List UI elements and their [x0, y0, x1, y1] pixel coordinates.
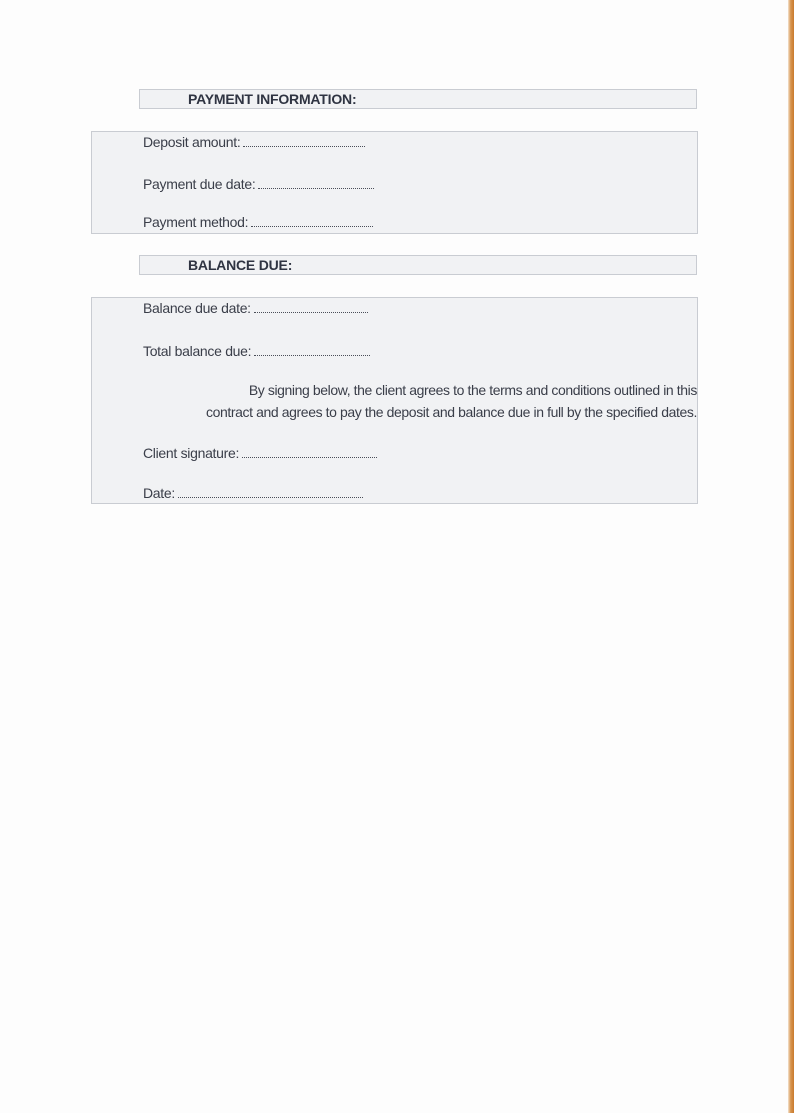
date-label: Date:: [143, 485, 175, 501]
balance-due-date-field[interactable]: [254, 300, 368, 313]
total-balance-due-row: [143, 342, 370, 360]
client-signature-label: Client signature:: [143, 445, 240, 461]
agreement-paragraph: [94, 379, 697, 423]
payment-information-header: [139, 89, 697, 109]
balance-due-section: [91, 297, 698, 504]
payment-due-date-row: [143, 175, 374, 193]
payment-method-field[interactable]: [251, 214, 373, 227]
payment-information-section: [91, 131, 698, 234]
payment-due-date-label: Payment due date:: [143, 176, 256, 192]
deposit-amount-label: Deposit amount:: [143, 134, 241, 150]
page-edge: [788, 0, 794, 1113]
date-field[interactable]: [178, 485, 363, 498]
client-signature-field[interactable]: [242, 445, 377, 458]
payment-method-label: Payment method:: [143, 214, 249, 230]
balance-due-header: [139, 255, 697, 275]
balance-due-heading: BALANCE DUE:: [188, 257, 293, 273]
balance-due-date-label: Balance due date:: [143, 300, 251, 316]
total-balance-due-label: Total balance due:: [143, 343, 252, 359]
deposit-amount-field[interactable]: [243, 134, 365, 147]
agreement-line-2: contract and agrees to pay the deposit and balance due in full by the specified dates.: [206, 404, 697, 420]
payment-method-row: [143, 213, 373, 231]
total-balance-due-field[interactable]: [254, 343, 370, 356]
payment-information-heading: PAYMENT INFORMATION:: [188, 91, 357, 107]
date-row: [143, 484, 363, 502]
balance-due-date-row: [143, 299, 368, 317]
agreement-line-1: By signing below, the client agrees to the terms and conditions outlined in this: [248, 382, 697, 398]
payment-due-date-field[interactable]: [258, 176, 374, 189]
client-signature-row: [143, 444, 377, 462]
deposit-amount-row: [143, 133, 365, 151]
